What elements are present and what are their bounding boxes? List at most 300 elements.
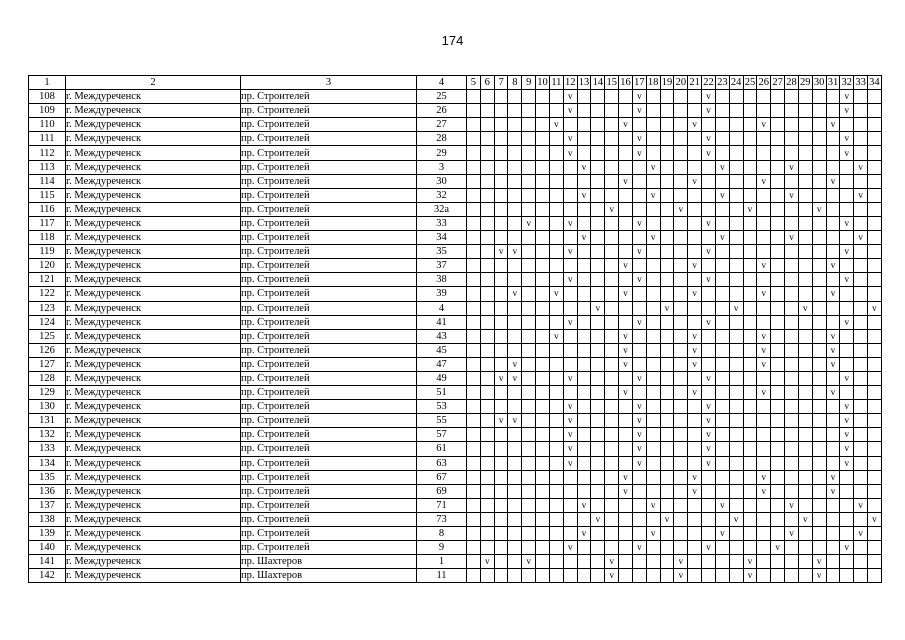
- city-cell: г. Междуреченск: [66, 414, 241, 428]
- empty-cell: [605, 470, 619, 484]
- empty-cell: [757, 527, 771, 541]
- table-row: [29, 442, 882, 456]
- house-number-cell: 61: [417, 442, 467, 456]
- empty-cell: [563, 386, 577, 400]
- empty-cell: [619, 146, 633, 160]
- empty-cell: [785, 414, 799, 428]
- empty-cell: [812, 104, 826, 118]
- empty-cell: [771, 202, 785, 216]
- empty-cell: [785, 484, 799, 498]
- empty-cell: [494, 555, 508, 569]
- empty-cell: [522, 146, 536, 160]
- empty-cell: [812, 259, 826, 273]
- empty-cell: [563, 329, 577, 343]
- empty-cell: [785, 216, 799, 230]
- empty-cell: [660, 357, 674, 371]
- empty-cell: [785, 273, 799, 287]
- empty-cell: [674, 428, 688, 442]
- empty-cell: [757, 301, 771, 315]
- street-cell: пр. Строителей: [241, 202, 417, 216]
- empty-cell: [549, 428, 563, 442]
- street-cell: пр. Строителей: [241, 442, 417, 456]
- empty-cell: [840, 287, 854, 301]
- empty-cell: [868, 414, 882, 428]
- empty-cell: [785, 428, 799, 442]
- empty-cell: [798, 146, 812, 160]
- empty-cell: [508, 301, 522, 315]
- street-cell: пр. Строителей: [241, 273, 417, 287]
- check-mark: v: [563, 414, 577, 428]
- empty-cell: [632, 188, 646, 202]
- empty-cell: [743, 541, 757, 555]
- empty-cell: [605, 160, 619, 174]
- check-mark: v: [826, 386, 840, 400]
- empty-cell: [619, 456, 633, 470]
- empty-cell: [619, 273, 633, 287]
- empty-cell: [868, 160, 882, 174]
- check-mark: v: [688, 329, 702, 343]
- empty-cell: [577, 371, 591, 385]
- empty-cell: [591, 146, 605, 160]
- empty-cell: [467, 259, 481, 273]
- empty-cell: [771, 400, 785, 414]
- empty-cell: [577, 287, 591, 301]
- empty-cell: [632, 555, 646, 569]
- street-cell: пр. Строителей: [241, 527, 417, 541]
- check-mark: v: [674, 202, 688, 216]
- empty-cell: [467, 104, 481, 118]
- row-number: 113: [29, 160, 66, 174]
- empty-cell: [660, 456, 674, 470]
- empty-cell: [771, 104, 785, 118]
- check-mark: v: [702, 315, 716, 329]
- city-cell: г. Междуреченск: [66, 104, 241, 118]
- empty-cell: [702, 160, 716, 174]
- check-mark: v: [577, 188, 591, 202]
- empty-cell: [868, 428, 882, 442]
- empty-cell: [508, 231, 522, 245]
- empty-cell: [563, 569, 577, 583]
- empty-cell: [522, 442, 536, 456]
- empty-cell: [549, 541, 563, 555]
- empty-cell: [619, 188, 633, 202]
- empty-cell: [591, 498, 605, 512]
- empty-cell: [536, 329, 550, 343]
- empty-cell: [467, 174, 481, 188]
- empty-cell: [743, 512, 757, 526]
- empty-cell: [494, 484, 508, 498]
- city-cell: г. Междуреченск: [66, 146, 241, 160]
- empty-cell: [729, 315, 743, 329]
- table-row: [29, 428, 882, 442]
- street-cell: пр. Строителей: [241, 541, 417, 555]
- empty-cell: [522, 470, 536, 484]
- empty-cell: [743, 301, 757, 315]
- empty-cell: [494, 301, 508, 315]
- empty-cell: [743, 174, 757, 188]
- empty-cell: [619, 90, 633, 104]
- check-mark: v: [840, 245, 854, 259]
- empty-cell: [798, 470, 812, 484]
- empty-cell: [674, 343, 688, 357]
- empty-cell: [840, 188, 854, 202]
- empty-cell: [757, 442, 771, 456]
- empty-cell: [536, 470, 550, 484]
- empty-cell: [840, 470, 854, 484]
- check-mark: v: [563, 132, 577, 146]
- table-row: [29, 301, 882, 315]
- empty-cell: [743, 527, 757, 541]
- empty-cell: [536, 527, 550, 541]
- street-cell: пр. Строителей: [241, 315, 417, 329]
- empty-cell: [591, 90, 605, 104]
- empty-cell: [854, 442, 868, 456]
- empty-cell: [729, 414, 743, 428]
- check-mark: v: [757, 357, 771, 371]
- empty-cell: [480, 273, 494, 287]
- empty-cell: [812, 160, 826, 174]
- check-mark: v: [646, 231, 660, 245]
- empty-cell: [854, 216, 868, 230]
- check-mark: v: [702, 456, 716, 470]
- check-mark: v: [840, 456, 854, 470]
- row-number: 138: [29, 512, 66, 526]
- empty-cell: [549, 259, 563, 273]
- empty-cell: [868, 569, 882, 583]
- empty-cell: [868, 343, 882, 357]
- empty-cell: [536, 104, 550, 118]
- empty-cell: [743, 90, 757, 104]
- empty-cell: [771, 231, 785, 245]
- check-mark: v: [840, 442, 854, 456]
- empty-cell: [826, 414, 840, 428]
- empty-cell: [508, 456, 522, 470]
- check-mark: v: [757, 118, 771, 132]
- empty-cell: [798, 484, 812, 498]
- empty-cell: [467, 541, 481, 555]
- city-cell: г. Междуреченск: [66, 259, 241, 273]
- check-mark: v: [563, 315, 577, 329]
- house-number-cell: 30: [417, 174, 467, 188]
- empty-cell: [674, 498, 688, 512]
- empty-cell: [743, 104, 757, 118]
- row-number: 117: [29, 216, 66, 230]
- empty-cell: [785, 259, 799, 273]
- empty-cell: [646, 442, 660, 456]
- empty-cell: [591, 132, 605, 146]
- empty-cell: [646, 301, 660, 315]
- empty-cell: [577, 202, 591, 216]
- empty-cell: [826, 245, 840, 259]
- empty-cell: [508, 104, 522, 118]
- city-cell: г. Междуреченск: [66, 428, 241, 442]
- row-number: 114: [29, 174, 66, 188]
- empty-cell: [660, 569, 674, 583]
- empty-cell: [646, 371, 660, 385]
- empty-cell: [646, 470, 660, 484]
- empty-cell: [674, 414, 688, 428]
- empty-cell: [619, 202, 633, 216]
- empty-cell: [646, 484, 660, 498]
- empty-cell: [702, 527, 716, 541]
- empty-cell: [868, 498, 882, 512]
- empty-cell: [868, 400, 882, 414]
- empty-cell: [826, 371, 840, 385]
- column-header-20: 20: [675, 77, 687, 89]
- column-header-3: 3: [241, 76, 417, 90]
- empty-cell: [757, 188, 771, 202]
- empty-cell: [798, 428, 812, 442]
- empty-cell: [715, 301, 729, 315]
- empty-cell: [619, 527, 633, 541]
- empty-cell: [591, 484, 605, 498]
- empty-cell: [646, 541, 660, 555]
- empty-cell: [771, 442, 785, 456]
- empty-cell: [646, 118, 660, 132]
- empty-cell: [854, 512, 868, 526]
- empty-cell: [480, 343, 494, 357]
- empty-cell: [660, 132, 674, 146]
- check-mark: v: [840, 132, 854, 146]
- empty-cell: [868, 484, 882, 498]
- city-cell: г. Междуреченск: [66, 371, 241, 385]
- table-row: [29, 569, 882, 583]
- city-cell: г. Междуреченск: [66, 273, 241, 287]
- check-mark: v: [619, 174, 633, 188]
- empty-cell: [536, 414, 550, 428]
- house-number-cell: 49: [417, 371, 467, 385]
- empty-cell: [660, 400, 674, 414]
- empty-cell: [591, 371, 605, 385]
- empty-cell: [702, 301, 716, 315]
- empty-cell: [771, 259, 785, 273]
- empty-cell: [494, 90, 508, 104]
- empty-cell: [729, 160, 743, 174]
- empty-cell: [494, 512, 508, 526]
- empty-cell: [549, 104, 563, 118]
- empty-cell: [757, 371, 771, 385]
- empty-cell: [619, 512, 633, 526]
- row-number: 135: [29, 470, 66, 484]
- check-mark: v: [743, 202, 757, 216]
- empty-cell: [854, 484, 868, 498]
- empty-cell: [785, 456, 799, 470]
- empty-cell: [632, 512, 646, 526]
- empty-cell: [715, 541, 729, 555]
- empty-cell: [508, 343, 522, 357]
- check-mark: v: [868, 512, 882, 526]
- empty-cell: [812, 386, 826, 400]
- empty-cell: [522, 357, 536, 371]
- empty-cell: [536, 216, 550, 230]
- empty-cell: [688, 498, 702, 512]
- empty-cell: [577, 118, 591, 132]
- empty-cell: [840, 329, 854, 343]
- empty-cell: [826, 132, 840, 146]
- empty-cell: [798, 343, 812, 357]
- empty-cell: [549, 512, 563, 526]
- check-mark: v: [854, 498, 868, 512]
- empty-cell: [840, 174, 854, 188]
- check-mark: v: [563, 216, 577, 230]
- empty-cell: [785, 245, 799, 259]
- empty-cell: [868, 555, 882, 569]
- empty-cell: [605, 329, 619, 343]
- empty-cell: [812, 315, 826, 329]
- empty-cell: [536, 343, 550, 357]
- column-header-7: 7: [494, 76, 508, 90]
- empty-cell: [605, 188, 619, 202]
- empty-cell: [605, 343, 619, 357]
- check-mark: v: [508, 357, 522, 371]
- empty-cell: [480, 259, 494, 273]
- empty-cell: [674, 456, 688, 470]
- check-mark: v: [605, 555, 619, 569]
- empty-cell: [508, 555, 522, 569]
- empty-cell: [715, 428, 729, 442]
- empty-cell: [480, 386, 494, 400]
- empty-cell: [798, 371, 812, 385]
- column-header-17: 17: [634, 77, 645, 89]
- empty-cell: [646, 245, 660, 259]
- empty-cell: [812, 357, 826, 371]
- empty-cell: [840, 259, 854, 273]
- row-number: 110: [29, 118, 66, 132]
- empty-cell: [605, 527, 619, 541]
- table-row: [29, 104, 882, 118]
- check-mark: v: [757, 329, 771, 343]
- empty-cell: [508, 527, 522, 541]
- empty-cell: [522, 541, 536, 555]
- empty-cell: [743, 118, 757, 132]
- empty-cell: [674, 357, 688, 371]
- check-mark: v: [702, 414, 716, 428]
- empty-cell: [660, 188, 674, 202]
- street-cell: пр. Строителей: [241, 259, 417, 273]
- house-number-cell: 57: [417, 428, 467, 442]
- empty-cell: [577, 569, 591, 583]
- empty-cell: [854, 174, 868, 188]
- empty-cell: [467, 498, 481, 512]
- empty-cell: [480, 90, 494, 104]
- empty-cell: [467, 160, 481, 174]
- check-mark: v: [563, 371, 577, 385]
- empty-cell: [715, 104, 729, 118]
- empty-cell: [702, 188, 716, 202]
- empty-cell: [812, 118, 826, 132]
- city-cell: г. Междуреченск: [66, 343, 241, 357]
- empty-cell: [646, 428, 660, 442]
- empty-cell: [508, 160, 522, 174]
- empty-cell: [798, 104, 812, 118]
- check-mark: v: [508, 287, 522, 301]
- empty-cell: [688, 414, 702, 428]
- table-row: [29, 541, 882, 555]
- table-body: [29, 76, 882, 583]
- column-header-13: 13: [578, 77, 590, 89]
- empty-cell: [702, 259, 716, 273]
- empty-cell: [646, 315, 660, 329]
- check-mark: v: [632, 104, 646, 118]
- empty-cell: [785, 569, 799, 583]
- empty-cell: [798, 118, 812, 132]
- empty-cell: [812, 245, 826, 259]
- empty-cell: [591, 259, 605, 273]
- check-mark: v: [494, 414, 508, 428]
- empty-cell: [743, 273, 757, 287]
- empty-cell: [660, 343, 674, 357]
- empty-cell: [826, 512, 840, 526]
- house-number-cell: 67: [417, 470, 467, 484]
- empty-cell: [854, 428, 868, 442]
- empty-cell: [577, 329, 591, 343]
- empty-cell: [577, 245, 591, 259]
- empty-cell: [549, 188, 563, 202]
- table-row: [29, 273, 882, 287]
- check-mark: v: [632, 90, 646, 104]
- column-header-16: 16: [620, 77, 631, 89]
- check-mark: v: [826, 259, 840, 273]
- empty-cell: [577, 174, 591, 188]
- house-number-cell: 9: [417, 541, 467, 555]
- empty-cell: [536, 188, 550, 202]
- house-number-cell: 33: [417, 216, 467, 230]
- empty-cell: [868, 470, 882, 484]
- check-mark: v: [729, 512, 743, 526]
- empty-cell: [494, 456, 508, 470]
- house-number-cell: 53: [417, 400, 467, 414]
- empty-cell: [785, 357, 799, 371]
- check-mark: v: [577, 527, 591, 541]
- empty-cell: [605, 428, 619, 442]
- empty-cell: [549, 527, 563, 541]
- empty-cell: [812, 231, 826, 245]
- empty-cell: [591, 400, 605, 414]
- empty-cell: [798, 414, 812, 428]
- empty-cell: [591, 329, 605, 343]
- check-mark: v: [508, 245, 522, 259]
- empty-cell: [812, 484, 826, 498]
- city-cell: г. Междуреченск: [66, 329, 241, 343]
- empty-cell: [632, 118, 646, 132]
- check-mark: v: [619, 118, 633, 132]
- empty-cell: [771, 216, 785, 230]
- empty-cell: [577, 456, 591, 470]
- empty-cell: [536, 386, 550, 400]
- check-mark: v: [632, 273, 646, 287]
- empty-cell: [646, 414, 660, 428]
- empty-cell: [757, 498, 771, 512]
- empty-cell: [785, 104, 799, 118]
- empty-cell: [674, 273, 688, 287]
- empty-cell: [494, 315, 508, 329]
- empty-cell: [467, 118, 481, 132]
- house-number-cell: 11: [417, 569, 467, 583]
- house-number-cell: 32: [417, 188, 467, 202]
- empty-cell: [674, 216, 688, 230]
- empty-cell: [840, 569, 854, 583]
- column-header-30: 30: [813, 77, 825, 89]
- empty-cell: [632, 357, 646, 371]
- empty-cell: [660, 498, 674, 512]
- empty-cell: [729, 400, 743, 414]
- empty-cell: [494, 428, 508, 442]
- empty-cell: [605, 287, 619, 301]
- row-number: 137: [29, 498, 66, 512]
- empty-cell: [812, 273, 826, 287]
- empty-cell: [854, 371, 868, 385]
- empty-cell: [549, 216, 563, 230]
